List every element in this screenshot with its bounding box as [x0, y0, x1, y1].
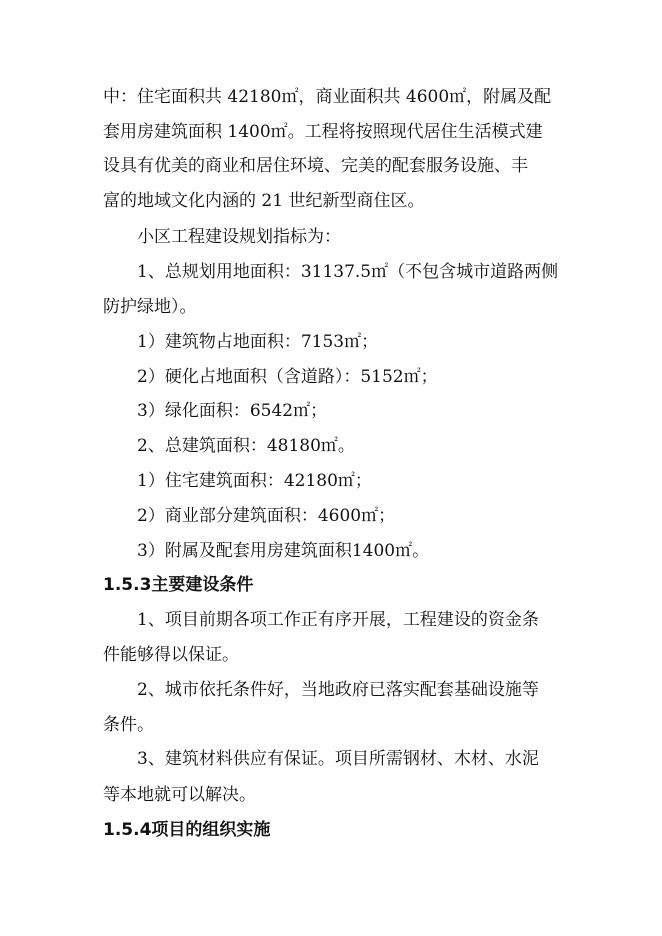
indicator-item-1-sub-3: 3）绿化面积：6542㎡； — [137, 401, 328, 421]
intro-line-4: 富的地域文化内涵的 21 世纪新型商住区。 — [103, 191, 425, 211]
condition-3-line-2: 等本地就可以解决。 — [103, 785, 256, 805]
section-heading-1-5-3: 1.5.3主要建设条件 — [103, 575, 254, 595]
condition-3-line-1: 3、建筑材料供应有保证。项目所需钢材、木材、水泥 — [137, 749, 539, 769]
section-heading-1-5-4: 1.5.4项目的组织实施 — [103, 820, 271, 840]
indicator-item-1-sub-1: 1）建筑物占地面积：7153㎡； — [137, 332, 379, 352]
indicator-item-1-line-1: 1、总规划用地面积：31137.5㎡（不包含城市道路两侧 — [137, 262, 559, 282]
indicator-item-2-sub-1: 1）住宅建筑面积：42180㎡； — [137, 471, 372, 491]
intro-line-2: 套用房建筑面积 1400㎡。工程将按照现代居住生活模式建 — [103, 122, 543, 142]
condition-1-line-2: 件能够得以保证。 — [103, 645, 239, 665]
indicator-item-1-line-2: 防护绿地）。 — [103, 297, 197, 317]
indicator-item-2-sub-2: 2）商业部分建筑面积：4600㎡； — [137, 506, 396, 526]
indicator-item-1-sub-2: 2）硬化占地面积（含道路）：5152㎡； — [137, 367, 438, 387]
indicators-intro: 小区工程建设规划指标为： — [137, 227, 341, 247]
indicator-item-2: 2、总建筑面积：48180㎡。 — [137, 436, 355, 456]
condition-1-line-1: 1、项目前期各项工作正有序开展，工程建设的资金条 — [137, 610, 539, 630]
intro-line-3: 设具有优美的商业和居住环境、完美的配套服务设施、丰 — [103, 156, 528, 176]
indicator-item-2-sub-3: 3）附属及配套用房建筑面积1400㎡。 — [137, 541, 430, 561]
condition-2-line-2: 条件。 — [103, 715, 154, 735]
intro-line-1: 中：住宅面积共 42180㎡，商业面积共 4600㎡，附属及配 — [103, 87, 552, 107]
condition-2-line-1: 2、城市依托条件好，当地政府已落实配套基础设施等 — [137, 680, 539, 700]
